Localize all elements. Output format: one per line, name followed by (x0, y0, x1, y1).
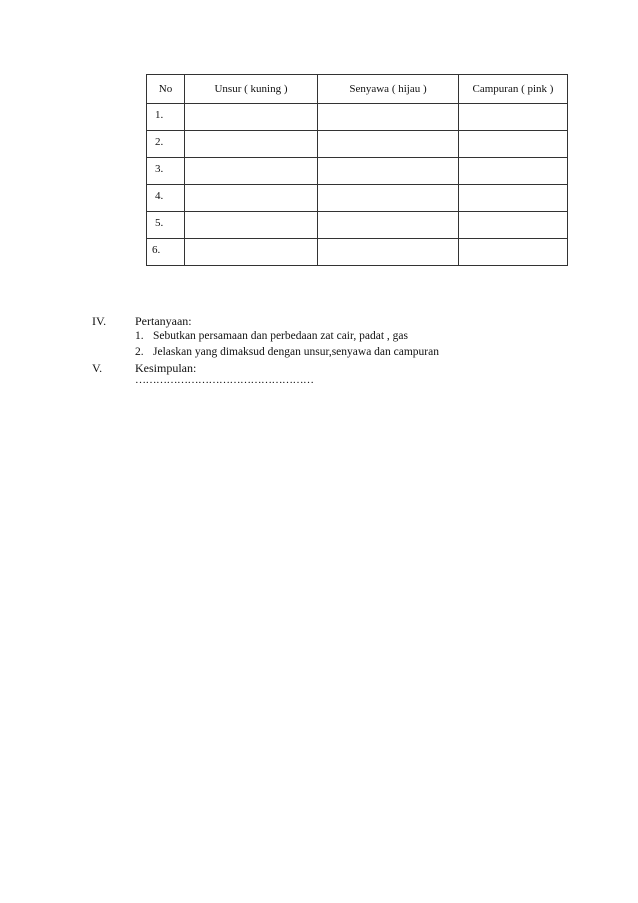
question-item (135, 330, 408, 342)
cell-campuran[interactable] (459, 158, 568, 185)
cell-unsur[interactable] (185, 185, 318, 212)
section-v-title: Kesimpulan: (135, 361, 197, 375)
cell-campuran[interactable] (459, 131, 568, 158)
row-number: 1. (147, 104, 185, 131)
section-iv-title: Pertanyaan: (135, 314, 192, 328)
header-campuran: Campuran ( pink ) (459, 75, 568, 104)
cell-unsur[interactable] (185, 239, 318, 266)
section-v-numeral: V. (92, 361, 103, 375)
cell-senyawa[interactable] (318, 212, 459, 239)
cell-unsur[interactable] (185, 212, 318, 239)
row-number: 3. (147, 158, 185, 185)
header-no: No (147, 75, 185, 104)
table-row (147, 239, 568, 266)
header-senyawa: Senyawa ( hijau ) (318, 75, 459, 104)
row-number: 4. (147, 185, 185, 212)
row-number: 5. (147, 212, 185, 239)
cell-unsur[interactable] (185, 158, 318, 185)
cell-campuran[interactable] (459, 239, 568, 266)
cell-senyawa[interactable] (318, 158, 459, 185)
question-item (135, 346, 439, 358)
cell-campuran[interactable] (459, 185, 568, 212)
cell-campuran[interactable] (459, 104, 568, 131)
classification-table (146, 74, 568, 266)
cell-senyawa[interactable] (318, 239, 459, 266)
cell-senyawa[interactable] (318, 185, 459, 212)
table-row (147, 185, 568, 212)
cell-unsur[interactable] (185, 131, 318, 158)
cell-senyawa[interactable] (318, 104, 459, 131)
row-number: 2. (147, 131, 185, 158)
question-text: Jelaskan yang dimaksud dengan unsur,senyawa dan campuran (153, 346, 439, 358)
table-header-row (147, 75, 568, 104)
cell-campuran[interactable] (459, 212, 568, 239)
conclusion-answer-line[interactable]: …………………………………………… (135, 374, 314, 386)
table-row (147, 212, 568, 239)
cell-unsur[interactable] (185, 104, 318, 131)
cell-senyawa[interactable] (318, 131, 459, 158)
question-text: Sebutkan persamaan dan perbedaan zat cair, padat , gas (153, 330, 408, 342)
table-row (147, 131, 568, 158)
header-unsur: Unsur ( kuning ) (185, 75, 318, 104)
table-row (147, 104, 568, 131)
section-iv-numeral: IV. (92, 314, 107, 328)
question-number: 1. (135, 330, 144, 342)
table-row (147, 158, 568, 185)
question-number: 2. (135, 346, 144, 358)
row-number: 6. (147, 239, 185, 266)
